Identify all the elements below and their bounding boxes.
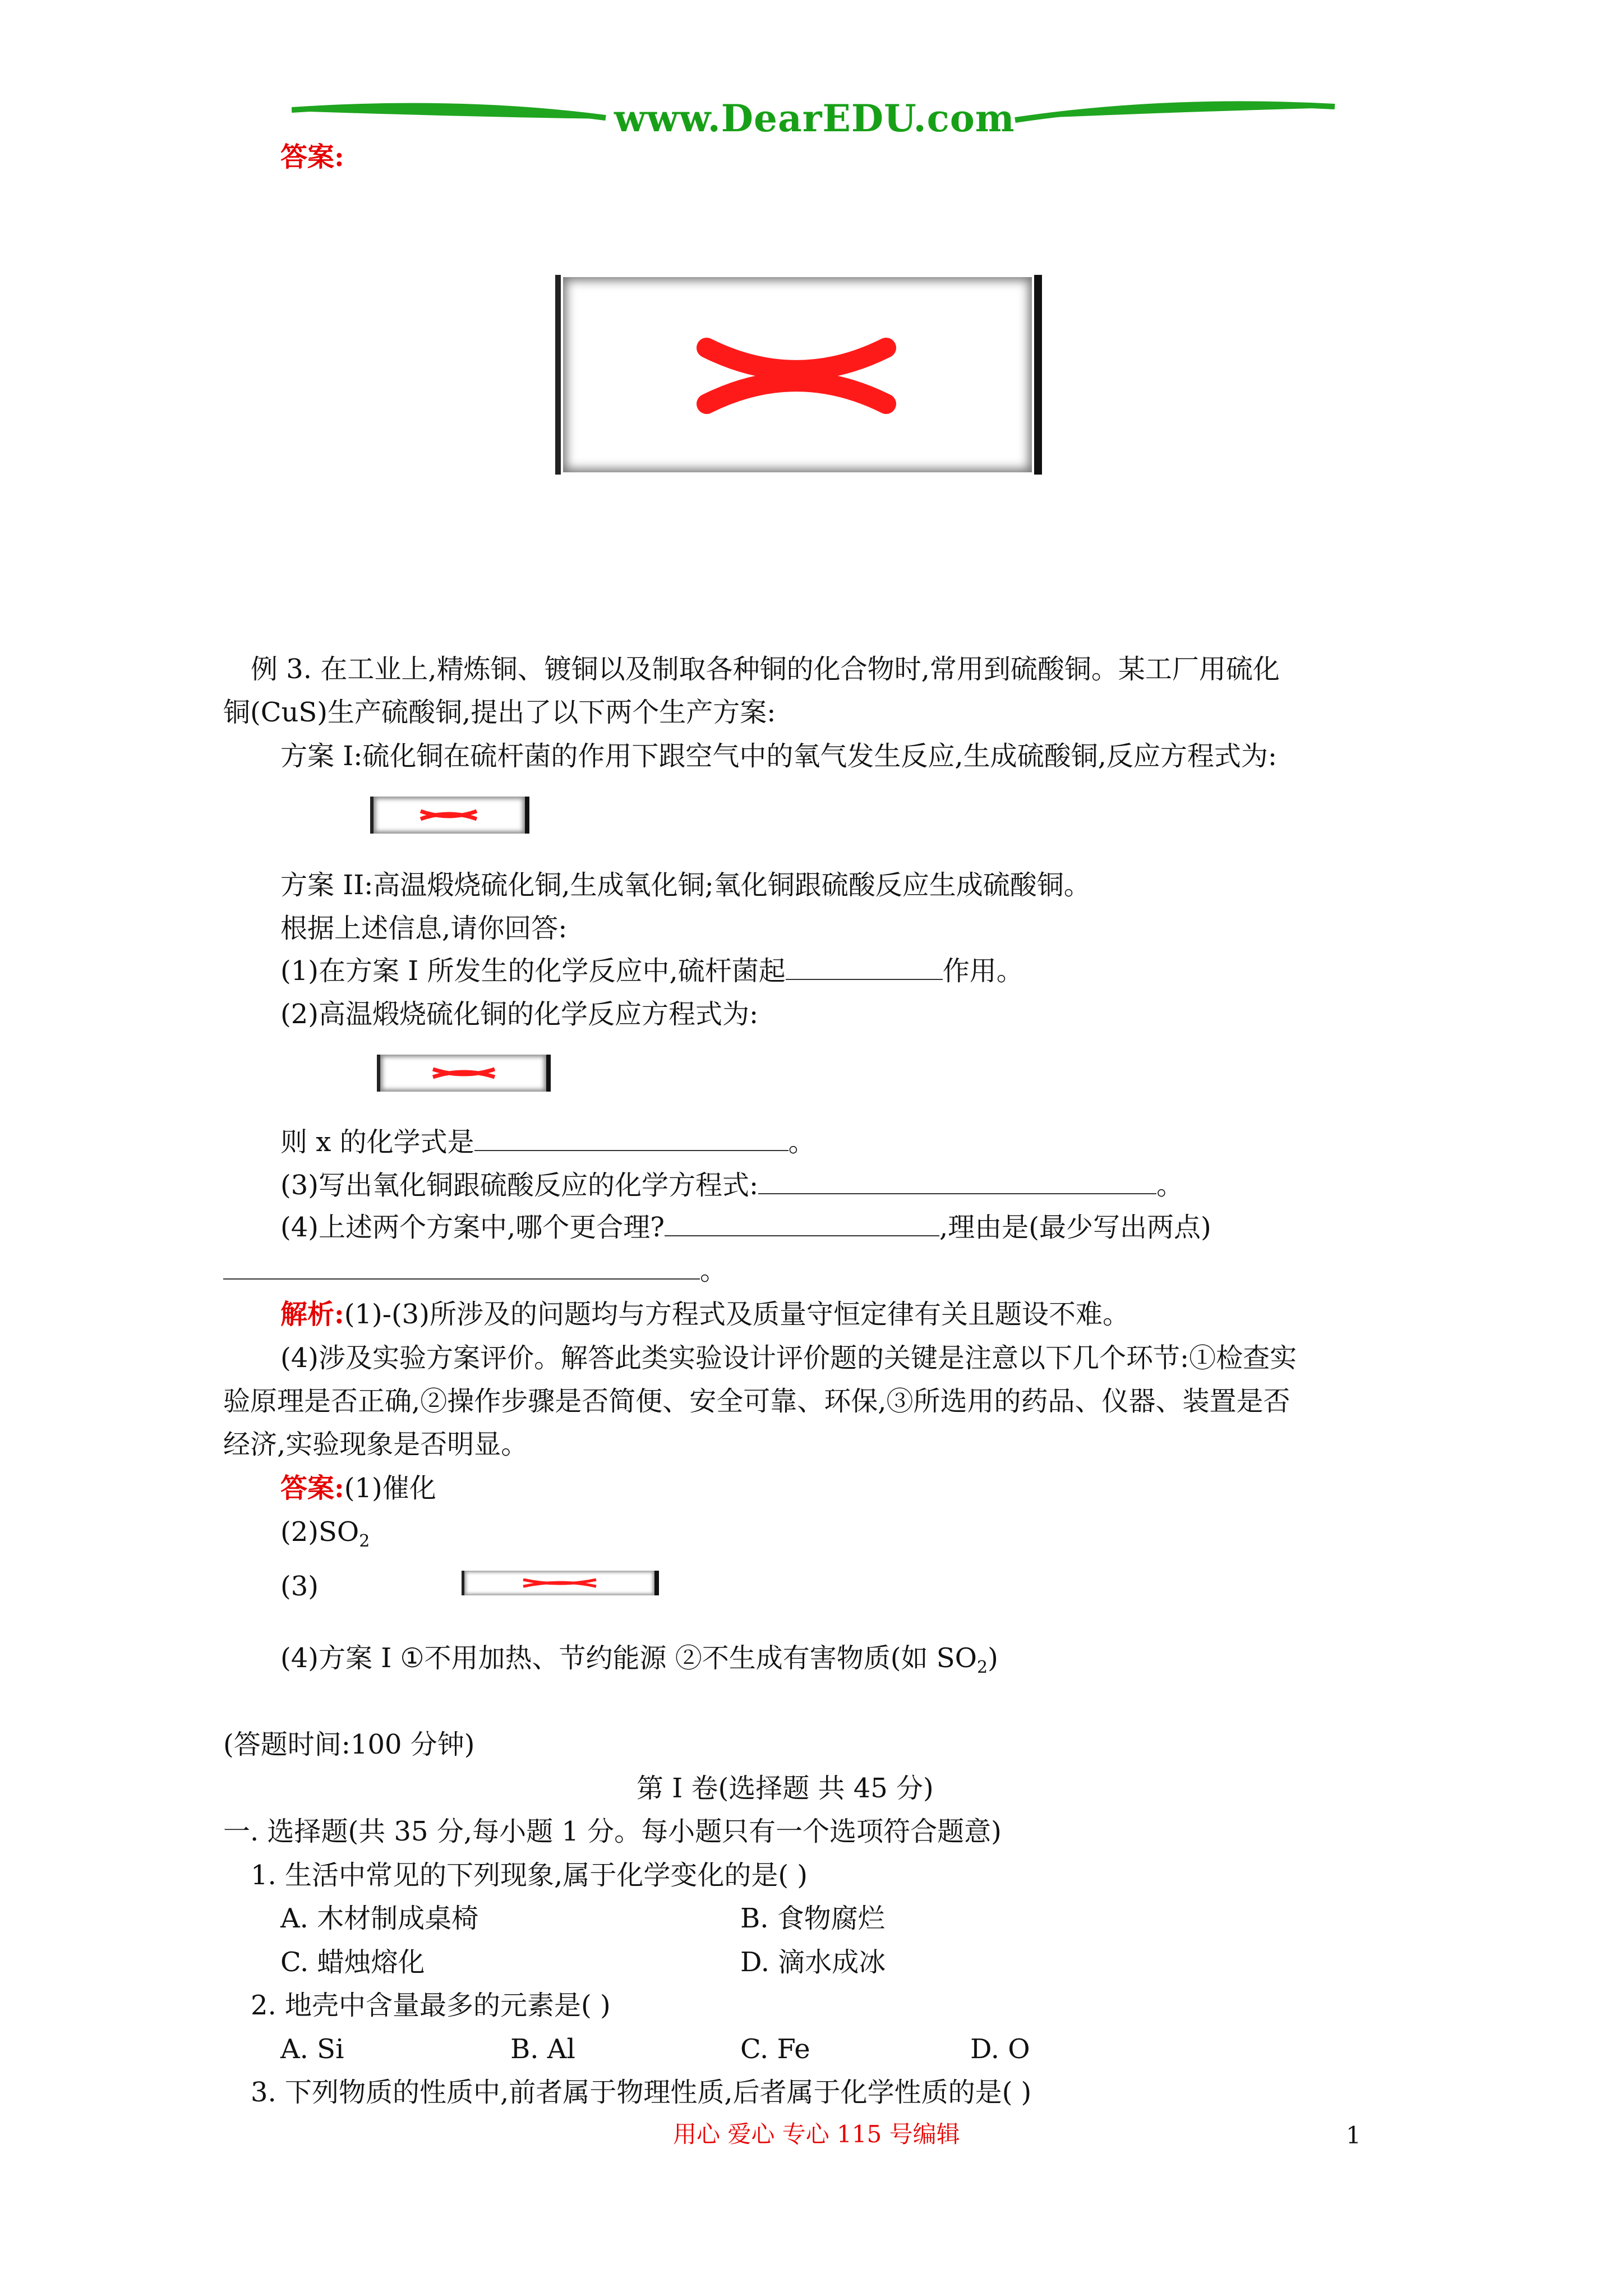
question4-tail: 。 [700,1255,727,1286]
answer3: (3) [280,1571,319,1602]
analysis-line3: 验原理是否正确,②操作步骤是否简便、安全可靠、环保,③所选用的药品、仪器、装置是否 [223,1386,1290,1417]
example3-line1: 例 3. 在工业上,精炼铜、镀铜以及制取各种铜的化合物时,常用到硫酸铜。某工厂用硫化 [251,654,1280,685]
answers-label: 答案: [280,1473,344,1504]
broken-image-icon [684,325,909,426]
question3-text: (3)写出氧化铜跟硫酸反应的化学方程式: [280,1170,759,1201]
analysis-line4: 经济,实验现象是否明显。 [223,1429,528,1460]
answers-line1 [280,1473,436,1504]
prompt-text: 根据上述信息,请你回答: [280,913,568,944]
exam-q1-option-b: B. 食物腐烂 [740,1903,885,1934]
question1-tail: 作用。 [942,955,1023,987]
analysis-label: 解析: [280,1299,344,1330]
answer2-text: (2)SO [280,1516,359,1548]
site-logo: www.DearEDU.com [614,96,1015,140]
section1-heading: 一. 选择题(共 35 分,每小题 1 分。每小题只有一个选项符合题意) [223,1816,1002,1847]
question4 [280,1212,1211,1243]
example3-line2: 铜(CuS)生产硫酸铜,提出了以下两个生产方案: [223,697,776,728]
answer4 [280,1642,998,1683]
answer-blank [758,1171,1156,1194]
broken-image-equation3 [462,1571,659,1595]
broken-image-icon [427,1065,500,1082]
exam-q1-option-c: C. 蜡烛熔化 [280,1947,425,1978]
answer2 [280,1516,370,1557]
question2: (2)高温煅烧硫化铜的化学反应方程式为: [280,999,759,1030]
answer1: (1)催化 [344,1473,436,1504]
exam-q1-option-d: D. 滴水成冰 [740,1947,886,1978]
answer2-subscript: 2 [359,1531,370,1551]
exam-q1-option-a: A. 木材制成桌椅 [280,1903,479,1934]
top-answer-label: 答案: [280,141,344,173]
broken-image-icon [415,807,482,823]
exam-q3: 3. 下列物质的性质中,前者属于物理性质,后者属于化学性质的是( ) [251,2077,1032,2108]
scheme1-text: 方案 I:硫化铜在硫杆菌的作用下跟空气中的氧气发生反应,生成硫酸铜,反应方程式为: [280,740,1278,772]
broken-image-equation1 [370,797,529,834]
answer4-subscript: 2 [976,1658,988,1677]
part-title: 第 I 卷(选择题 共 45 分) [637,1773,934,1804]
exam-q2-option-b: B. Al [510,2033,575,2065]
analysis-line2: (4)涉及实验方案评价。解答此类实验设计评价题的关键是注意以下几个环节:①检查实 [280,1342,1297,1374]
exam-q1: 1. 生活中常见的下列现象,属于化学变化的是( ) [251,1860,808,1891]
exam-q2: 2. 地壳中含量最多的元素是( ) [251,1990,611,2021]
broken-image-icon [518,1576,602,1590]
exam-q2-option-d: D. O [970,2033,1030,2065]
question4-text: (4)上述两个方案中,哪个更合理? [280,1212,665,1243]
question2-x-tail: 。 [788,1126,815,1158]
exam-q2-option-a: A. Si [280,2033,344,2065]
broken-image-large [555,275,1042,475]
scheme2-text: 方案 II:高温煅烧硫化铜,生成氧化铜;氧化铜跟硫酸反应生成硫酸铜。 [280,869,1091,901]
footer-note: 用心 爱心 专心 115 号编辑 [673,2120,960,2148]
exam-q2-option-c: C. Fe [740,2033,810,2065]
page-number: 1 [1346,2122,1361,2149]
answer-blank [786,956,943,980]
question1-text: (1)在方案 I 所发生的化学反应中,硫杆菌起 [280,955,786,987]
question4-line2 [223,1255,727,1286]
answer-blank [223,1256,700,1280]
analysis-line1 [280,1299,1129,1330]
exam-time: (答题时间:100 分钟) [223,1729,475,1760]
broken-image-equation2 [377,1055,551,1092]
question4-mid: ,理由是(最少写出两点) [939,1212,1211,1243]
answer-blank [474,1128,789,1151]
answer4-text: (4)方案 I ①不用加热、节约能源 ②不生成有害物质(如 SO [280,1642,977,1674]
question3 [280,1170,1183,1201]
answer-blank [665,1213,939,1236]
analysis-text1: (1)-(3)所涉及的问题均与方程式及质量守恒定律有关且题设不难。 [344,1299,1129,1330]
question2-x-text: 则 x 的化学式是 [280,1126,474,1158]
question3-tail: 。 [1156,1170,1184,1201]
answer4-tail: ) [988,1642,998,1674]
question1 [280,955,1023,987]
question2-x [280,1126,815,1158]
